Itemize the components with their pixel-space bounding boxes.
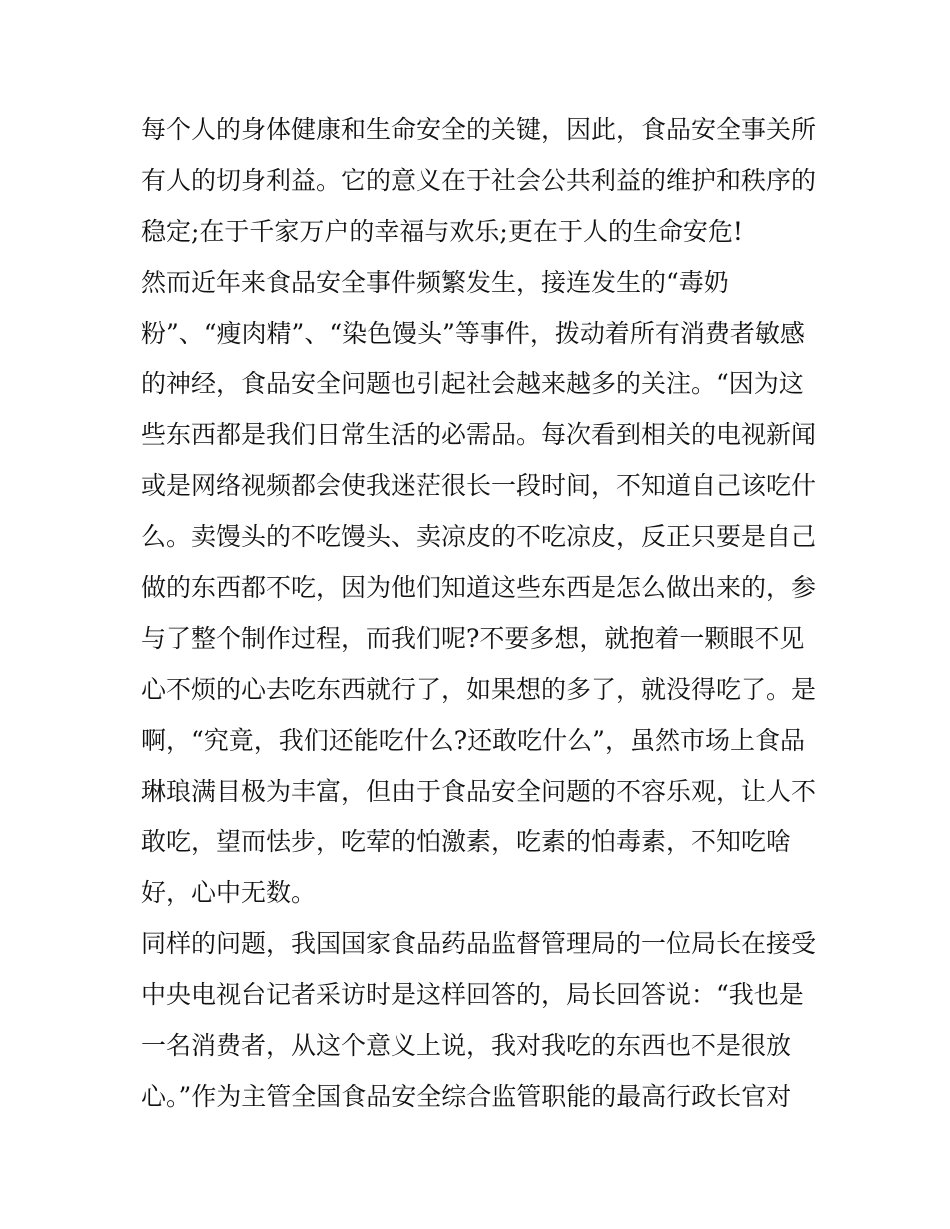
text-line: 琳琅满目极为丰富，但由于食品安全问题的不容乐观，让人不 [141, 776, 817, 806]
text-line: 啊，“究竟，我们还能吃什么?还敢吃什么”，虽然市场上食品 [141, 725, 805, 755]
text-line: 敢吃，望而怯步，吃荤的怕激素，吃素的怕毒素，不知吃啥 [141, 827, 792, 857]
text-line: 稳定;在于千家万户的幸福与欢乐;更在于人的生命安危! [141, 216, 743, 246]
text-line: 粉”、“瘦肉精”、“染色馒头”等事件，拨动着所有消费者敏感 [141, 318, 805, 348]
text-line: 有人的切身利益。它的意义在于社会公共利益的维护和秩序的 [141, 165, 817, 195]
text-line: 同样的问题，我国国家食品药品监督管理局的一位局长在接受 [141, 929, 817, 959]
text-line: 然而近年来食品安全事件频繁发生，接连发生的“毒奶 [141, 267, 729, 297]
text-line: 心。”作为主管全国食品安全综合监管职能的最高行政长官对 [141, 1081, 792, 1111]
text-line: 做的东西都不吃，因为他们知道这些东西是怎么做出来的，参 [141, 573, 817, 603]
text-line: 好，心中无数。 [141, 878, 317, 908]
text-line: 每个人的身体健康和生命安全的关键，因此，食品安全事关所 [141, 115, 817, 144]
text-line: 一名消费者，从这个意义上说，我对我吃的东西也不是很放 [141, 1031, 792, 1061]
text-line: 么。卖馒头的不吃馒头、卖凉皮的不吃凉皮，反正只要是自己 [141, 522, 817, 552]
document-body [141, 105, 821, 1123]
text-line: 的神经，食品安全问题也引起社会越来越多的关注。“因为这 [141, 369, 804, 399]
text-line: 心不烦的心去吃东西就行了，如果想的多了，就没得吃了。是 [141, 674, 817, 704]
text-line: 中央电视台记者采访时是这样回答的，局长回答说：“我也是 [141, 980, 804, 1010]
text-line: 些东西都是我们日常生活的必需品。每次看到相关的电视新闻 [141, 420, 817, 450]
text-line: 与了整个制作过程，而我们呢?不要多想，就抱着一颗眼不见 [141, 623, 805, 653]
text-line: 或是网络视频都会使我迷茫很长一段时间，不知道自己该吃什 [141, 471, 817, 501]
